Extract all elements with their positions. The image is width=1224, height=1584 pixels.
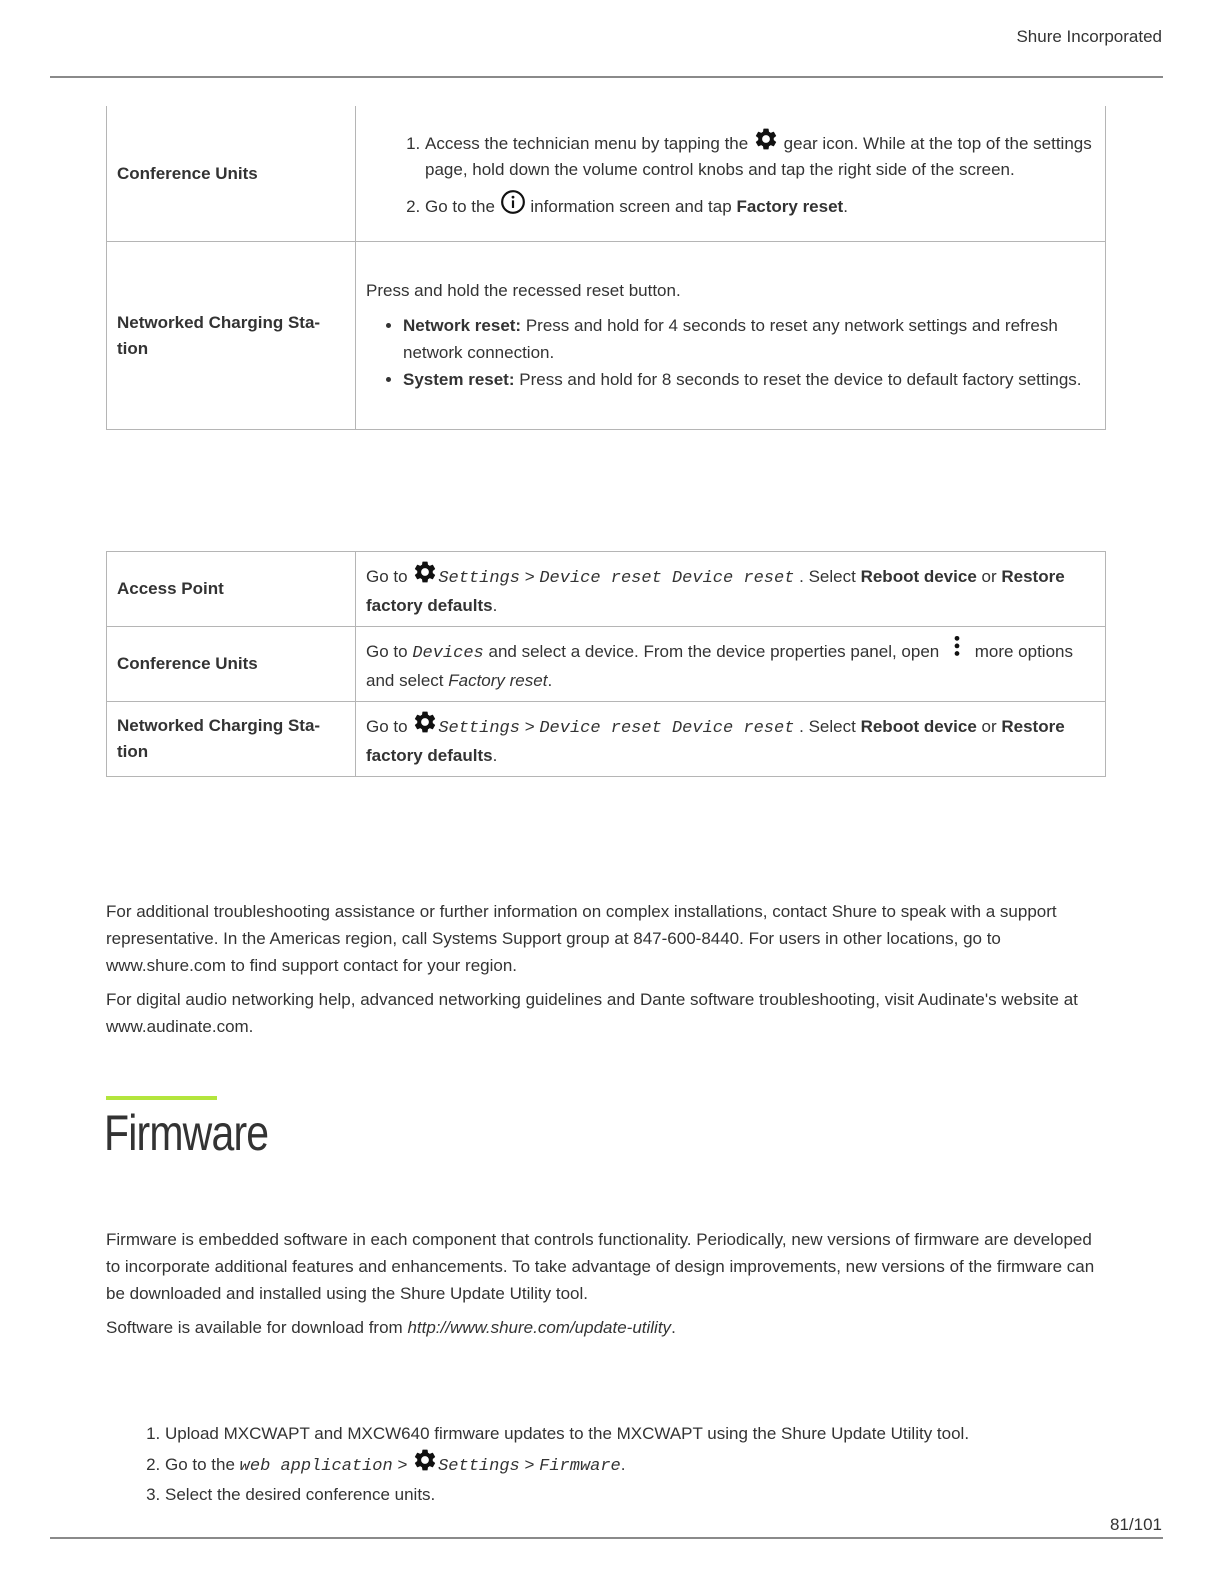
row-label: Networked Charging Station [107, 702, 356, 777]
row-label: Conference Units [107, 627, 356, 702]
update-utility-link[interactable]: http://www.shure.com/update-utility [407, 1318, 672, 1337]
table-row [107, 552, 1106, 627]
firmware-download-paragraph: Software is available for download from http://www.shure.com/update-utility. [106, 1318, 676, 1337]
row-label: Conference Units [107, 106, 356, 242]
footer-rule [50, 1537, 1163, 1539]
info-icon [500, 189, 526, 221]
row-intro: Press and hold the recessed reset button. [366, 281, 681, 300]
table-row [107, 627, 1106, 702]
bullet-list [366, 312, 1095, 393]
firmware-intro-paragraph: Firmware is embedded software in each component that controls functionality. Periodically, new versions of firmware are developed to incorporate additional features and enhancements. To take advantage of design improvements, new versions of the firmware can be downloaded and installed using the Shure Update Utility tool. [106, 1230, 1095, 1303]
list-item: 2. Go to the web application > Settings > Firmware. [165, 1447, 1165, 1481]
page-number: 81/101 [1110, 1515, 1162, 1534]
firmware-steps-list [106, 1420, 1165, 1508]
steps-list [366, 126, 1095, 221]
row-content [356, 106, 1106, 242]
list-item: 1. Upload MXCWAPT and MXCW640 firmware updates to the MXCWAPT using the Shure Update Utility tool. [165, 1420, 1165, 1447]
section-title: Firmware [104, 1105, 269, 1161]
row-content [356, 242, 1106, 430]
header-company: Shure Incorporated [1016, 27, 1162, 46]
row-content: Go to Devices and select a device. From the device properties panel, open more options and select Factory reset. [356, 627, 1106, 702]
row-label: Access Point [107, 552, 356, 627]
row-label: Networked Charging Station [107, 242, 356, 430]
row-content: Go to Settings > Device reset Device reset . Select Reboot device or Restore factory defaults. [356, 702, 1106, 777]
gear-icon [412, 559, 438, 593]
list-item: • Network reset: Press and hold for 4 seconds to reset any network settings and refresh network connection. [403, 312, 1095, 366]
more-vertical-icon [944, 634, 970, 668]
table-row [107, 106, 1106, 242]
list-item: • System reset: Press and hold for 8 seconds to reset the device to default factory settings. [403, 366, 1095, 393]
section-accent-bar [106, 1096, 217, 1100]
table-row [107, 242, 1106, 430]
list-item: 1. Access the technician menu by tapping the gear icon. While at the top of the settings page, hold down the volume control knobs and tap the right side of the screen. [425, 126, 1095, 181]
gear-icon [412, 709, 438, 743]
row-content: Go to Settings > Device reset Device reset . Select Reboot device or Restore factory defaults. [356, 552, 1106, 627]
table-row [107, 702, 1106, 777]
audinate-paragraph: For digital audio networking help, advanced networking guidelines and Dante software troubleshooting, visit Audinate's website at www.audinate.com. [106, 990, 1078, 1036]
reset-table-hardware [106, 106, 1106, 430]
gear-icon [412, 1447, 438, 1481]
list-item: 3. Select the desired conference units. [165, 1481, 1165, 1508]
list-item: 2. Go to the information screen and tap Factory reset. [425, 189, 1095, 221]
support-paragraph: For additional troubleshooting assistance or further information on complex installations, contact Shure to speak with a support representative. In the Americas region, call Systems Support group at 847-600-8440. For users in other locations, go to www.shure.com to find support contact for your region. [106, 902, 1057, 975]
reset-table-software [106, 551, 1106, 777]
header-rule [50, 76, 1163, 78]
gear-icon [753, 126, 779, 158]
